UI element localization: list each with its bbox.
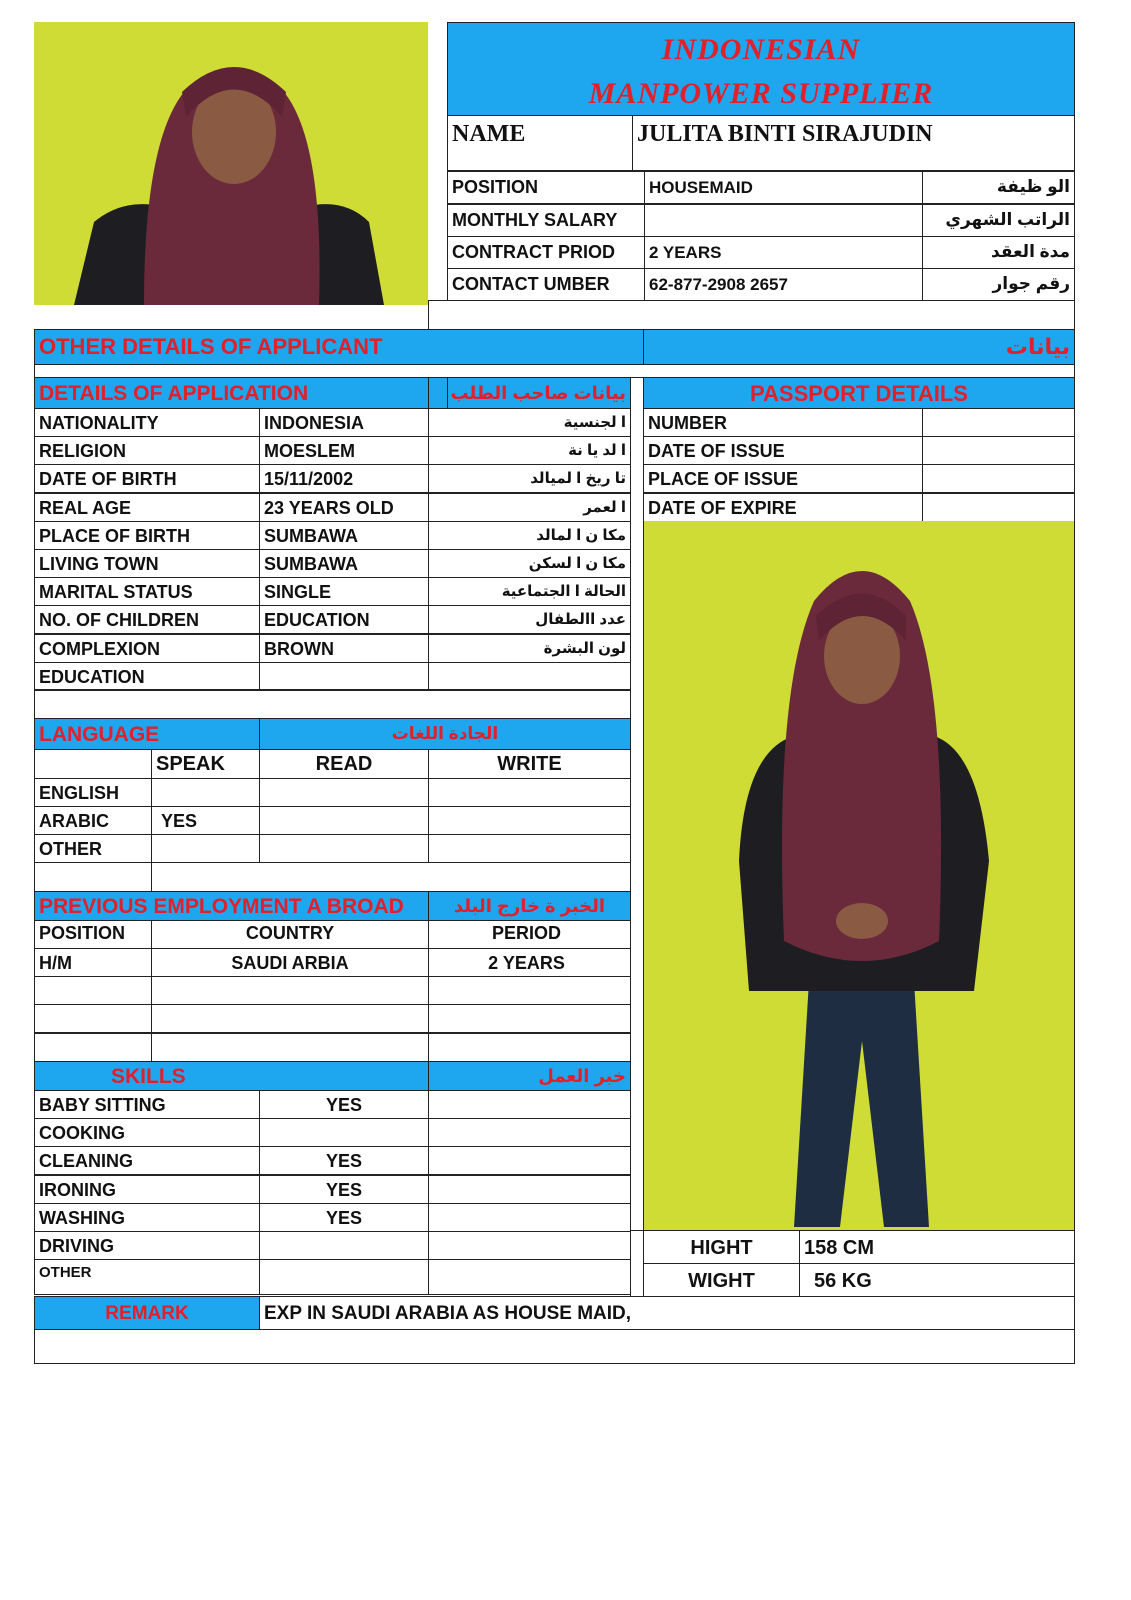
language-row-speak: YES: [151, 806, 260, 835]
application-row-value: [259, 662, 429, 691]
application-row-value: 15/11/2002: [259, 464, 429, 493]
application-row-label: COMPLEXION: [34, 634, 260, 663]
applicant-portrait-photo: [34, 22, 428, 305]
employment-col-position: POSITION: [34, 920, 152, 949]
application-row-arabic: الحالة ا الجتماعية: [428, 577, 631, 606]
application-row-arabic: تا ريخ ا لميالد: [428, 464, 631, 493]
employment-header: PREVIOUS EMPLOYMENT A BROAD: [34, 891, 429, 921]
skill-row-extra: [428, 1146, 631, 1175]
job-label: POSITION: [447, 171, 645, 204]
other-details-arabic: بيانات: [643, 329, 1075, 365]
remark-label: REMARK: [34, 1296, 260, 1330]
language-header: LANGUAGE: [34, 718, 260, 750]
language-col-write: WRITE: [428, 749, 631, 779]
language-spacer: [34, 689, 631, 719]
job-arabic: مدة العقد: [922, 236, 1075, 269]
employment-row-country: [151, 1033, 429, 1062]
application-row-label: MARITAL STATUS: [34, 577, 260, 606]
employment-row-period: [428, 976, 631, 1005]
application-row-arabic: ا لعمر: [428, 493, 631, 522]
skill-row-value: YES: [259, 1175, 429, 1204]
weight-value: 56 KG: [799, 1263, 1075, 1297]
application-row-arabic: عدد االطفال: [428, 605, 631, 634]
application-header-arabic: بيانات صاحب الطلب: [447, 377, 631, 409]
skill-row-value: YES: [259, 1146, 429, 1175]
height-value: 158 CM: [799, 1230, 1075, 1264]
job-value: HOUSEMAID: [644, 171, 923, 204]
language-row-read: [259, 834, 429, 863]
language-row-read: [259, 806, 429, 835]
application-row-label: NO. OF CHILDREN: [34, 605, 260, 634]
skill-row-extra: [428, 1175, 631, 1204]
application-row-arabic: مكا ن ا لمالد: [428, 521, 631, 550]
application-row-label: RELIGION: [34, 436, 260, 465]
application-header: DETAILS OF APPLICATION: [34, 377, 429, 409]
employment-row-period: [428, 1033, 631, 1062]
application-row-arabic: [428, 662, 631, 691]
passport-header: PASSPORT DETAILS: [643, 377, 1075, 409]
application-row-value: MOESLEM: [259, 436, 429, 465]
language-row-name: ENGLISH: [34, 778, 152, 807]
remark-blank-row: [34, 1329, 1075, 1364]
job-value: 62-877-2908 2657: [644, 268, 923, 301]
application-row-label: REAL AGE: [34, 493, 260, 522]
passport-row-value: [922, 493, 1075, 522]
employment-row-position: [34, 976, 152, 1005]
job-arabic: الو ظيفة: [922, 171, 1075, 204]
employment-row-position: H/M: [34, 948, 152, 977]
application-row-label: NATIONALITY: [34, 408, 260, 437]
application-row-value: SUMBAWA: [259, 521, 429, 550]
skill-row-extra: [428, 1090, 631, 1119]
skill-row-extra: [428, 1118, 631, 1147]
measure-gap: [630, 1230, 644, 1297]
employment-row-country: SAUDI ARBIA: [151, 948, 429, 977]
application-row-value: EDUCATION: [259, 605, 429, 634]
skill-row-name: OTHER: [34, 1259, 260, 1295]
skills-header: SKILLS: [34, 1061, 429, 1091]
application-row-label: EDUCATION: [34, 662, 260, 691]
job-label: MONTHLY SALARY: [447, 204, 645, 237]
application-row-value: 23 YEARS OLD: [259, 493, 429, 522]
employment-col-country: COUNTRY: [151, 920, 429, 949]
language-row-read: [259, 778, 429, 807]
job-arabic: الراتب الشهري: [922, 204, 1075, 237]
agency-title-line2: MANPOWER SUPPLIER: [588, 77, 934, 110]
employment-col-period: PERIOD: [428, 920, 631, 949]
agency-title-banner: [447, 22, 1075, 116]
language-col-blank: [34, 749, 152, 779]
other-details-header: OTHER DETAILS OF APPLICANT: [34, 329, 644, 365]
language-row-write: [428, 778, 631, 807]
application-row-arabic: لون البشرة: [428, 634, 631, 663]
spacer-row: [428, 300, 1075, 330]
employment-header-arabic: الخبر ة خارج البلد: [428, 891, 631, 921]
job-label: CONTACT UMBER: [447, 268, 645, 301]
application-row-label: PLACE OF BIRTH: [34, 521, 260, 550]
skill-row-value: YES: [259, 1090, 429, 1119]
passport-row-value: [922, 436, 1075, 465]
application-row-value: INDONESIA: [259, 408, 429, 437]
skill-row-name: COOKING: [34, 1118, 260, 1147]
language-col-speak: SPEAK: [151, 749, 260, 779]
application-row-arabic: مكا ن ا لسكن: [428, 549, 631, 578]
application-row-arabic: ا لجنسية: [428, 408, 631, 437]
skill-row-name: DRIVING: [34, 1231, 260, 1260]
passport-row-label: DATE OF ISSUE: [643, 436, 923, 465]
skill-row-name: WASHING: [34, 1203, 260, 1232]
skill-row-value: YES: [259, 1203, 429, 1232]
skill-row-extra: [428, 1203, 631, 1232]
skill-row-value: [259, 1231, 429, 1260]
application-row-label: LIVING TOWN: [34, 549, 260, 578]
language-header-arabic: الجادة اللغات: [259, 718, 631, 750]
passport-row-value: [922, 464, 1075, 493]
skill-row-extra: [428, 1231, 631, 1260]
applicant-full-body-photo: [643, 521, 1075, 1231]
job-value: 2 YEARS: [644, 236, 923, 269]
agency-title-line1: INDONESIAN: [661, 33, 861, 66]
employment-row-period: [428, 1004, 631, 1033]
skill-row-name: IRONING: [34, 1175, 260, 1204]
application-row-label: DATE OF BIRTH: [34, 464, 260, 493]
employment-row-position: [34, 1004, 152, 1033]
language-row-write: [428, 834, 631, 863]
name-label: NAME: [447, 115, 633, 171]
language-spacer-3: [151, 862, 631, 892]
skill-row-value: [259, 1118, 429, 1147]
application-row-arabic: ا لد يا نة: [428, 436, 631, 465]
language-spacer-2: [34, 862, 152, 892]
application-row-value: SINGLE: [259, 577, 429, 606]
job-arabic: رقم جوار: [922, 268, 1075, 301]
language-row-name: OTHER: [34, 834, 152, 863]
application-row-value: SUMBAWA: [259, 549, 429, 578]
language-row-speak: [151, 834, 260, 863]
language-col-read: READ: [259, 749, 429, 779]
employment-row-country: [151, 1004, 429, 1033]
language-row-name: ARABIC: [34, 806, 152, 835]
skills-header-arabic: خبر العمل: [428, 1061, 631, 1091]
spacer-row-2: [34, 364, 1075, 378]
name-value: JULITA BINTI SIRAJUDIN: [632, 115, 1075, 171]
passport-row-label: NUMBER: [643, 408, 923, 437]
remark-value: EXP IN SAUDI ARABIA AS HOUSE MAID,: [259, 1296, 1075, 1330]
skill-row-extra: [428, 1259, 631, 1295]
job-label: CONTRACT PRIOD: [447, 236, 645, 269]
skill-row-value: [259, 1259, 429, 1295]
language-row-speak: [151, 778, 260, 807]
application-header-gap: [428, 377, 448, 409]
application-row-value: BROWN: [259, 634, 429, 663]
weight-label: WIGHT: [643, 1263, 800, 1297]
passport-row-label: PLACE OF ISSUE: [643, 464, 923, 493]
skill-row-name: BABY SITTING: [34, 1090, 260, 1119]
passport-row-value: [922, 408, 1075, 437]
passport-row-label: DATE OF EXPIRE: [643, 493, 923, 522]
skill-row-name: CLEANING: [34, 1146, 260, 1175]
height-label: HIGHT: [643, 1230, 800, 1264]
job-value: [644, 204, 923, 237]
employment-row-position: [34, 1033, 152, 1062]
employment-row-period: 2 YEARS: [428, 948, 631, 977]
employment-row-country: [151, 976, 429, 1005]
language-row-write: [428, 806, 631, 835]
